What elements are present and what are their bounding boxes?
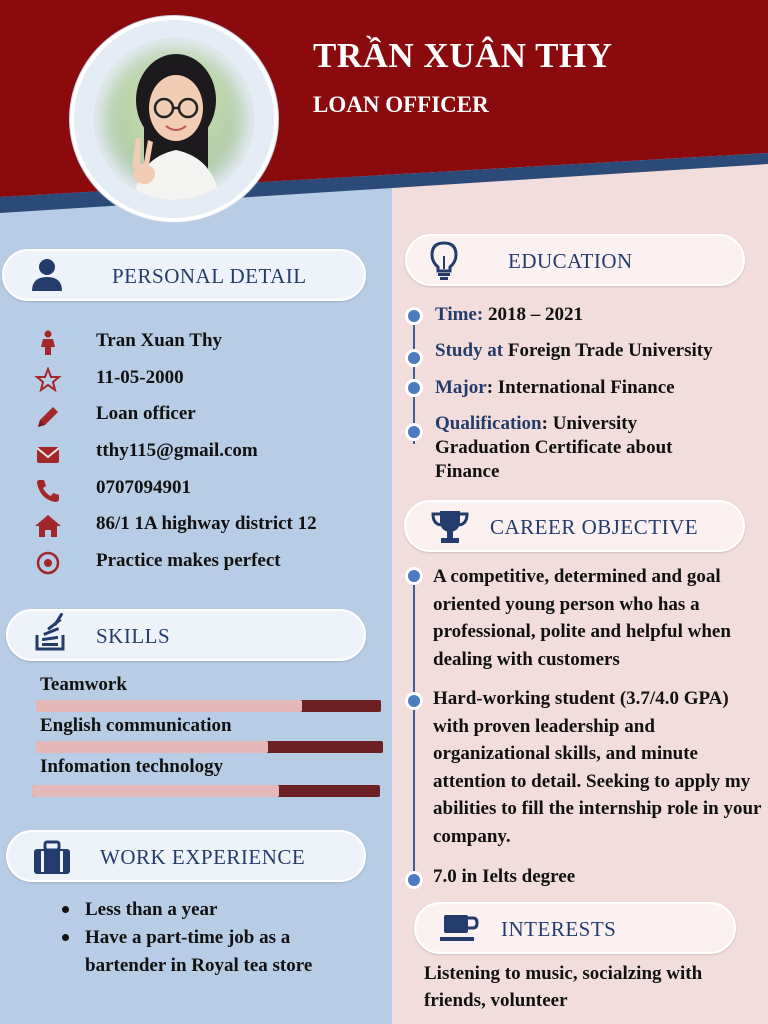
work-experience-heading: WORK EXPERIENCE bbox=[100, 845, 306, 869]
education-heading: EDUCATION bbox=[508, 249, 633, 273]
detail-row-name bbox=[0, 328, 392, 358]
career-objective-heading: CAREER OBJECTIVE bbox=[490, 515, 699, 539]
candidate-name: TRẦN XUÂN THY bbox=[313, 36, 613, 75]
career-objective-item: 7.0 in Ielts degree bbox=[433, 866, 576, 887]
personal-detail-heading: PERSONAL DETAIL bbox=[112, 264, 307, 288]
education-major-key: Major bbox=[435, 377, 487, 398]
career-timeline-dot bbox=[405, 871, 423, 889]
work-experience-header bbox=[6, 830, 366, 882]
pencil-icon bbox=[34, 403, 62, 429]
skills-heading: SKILLS bbox=[96, 624, 171, 648]
education-school-key: Study at bbox=[435, 340, 504, 361]
detail-row-birthday bbox=[0, 365, 392, 395]
detail-row-phone bbox=[0, 475, 392, 505]
work-experience-list bbox=[60, 896, 320, 980]
work-experience-item: Have a part-time job as a bartender in Royal tea store bbox=[60, 924, 320, 980]
education-qualification-sep: : bbox=[541, 413, 553, 434]
education-time-value: 2018 – 2021 bbox=[487, 304, 583, 325]
skill-bar-teamwork bbox=[36, 700, 381, 712]
skill-bar-english bbox=[36, 741, 383, 753]
personal-detail-header bbox=[2, 249, 366, 301]
skill-label-teamwork: Teamwork bbox=[40, 674, 127, 695]
detail-phone: 0707094901 bbox=[96, 477, 191, 498]
education-time-key: Time bbox=[435, 304, 477, 325]
detail-row-email bbox=[0, 438, 392, 468]
phone-icon bbox=[34, 477, 62, 503]
detail-row-address bbox=[0, 511, 392, 541]
education-timeline-dot bbox=[405, 379, 423, 397]
interests-heading: INTERESTS bbox=[501, 917, 617, 941]
detail-row-motto bbox=[0, 548, 392, 578]
stack-icon bbox=[34, 613, 70, 653]
detail-birthday: 11-05-2000 bbox=[96, 367, 184, 388]
education-time bbox=[435, 303, 583, 327]
detail-name: Tran Xuan Thy bbox=[96, 330, 223, 351]
person-icon bbox=[34, 330, 62, 356]
skill-fill-teamwork bbox=[36, 700, 302, 712]
detail-row-occupation bbox=[0, 401, 392, 431]
education-qualification-key: Qualification bbox=[435, 413, 542, 434]
skill-fill-english bbox=[36, 741, 268, 753]
career-objective-item: Hard-working student (3.7/4.0 GPA) with proven leadership and organizational skills, and minute attention to detail. Seeking to apply my abilities to fill the internship role in your company. bbox=[433, 688, 762, 847]
coffee-cup-icon bbox=[440, 912, 480, 946]
career-objective-header bbox=[404, 500, 745, 552]
detail-occupation: Loan officer bbox=[96, 403, 196, 424]
education-major-sep: : bbox=[486, 377, 498, 398]
briefcase-icon bbox=[32, 840, 72, 876]
target-icon bbox=[34, 550, 62, 576]
trophy-icon bbox=[430, 509, 470, 545]
education-header bbox=[405, 234, 745, 286]
user-icon bbox=[30, 257, 64, 293]
education-timeline-dot bbox=[405, 307, 423, 325]
home-icon bbox=[34, 513, 62, 539]
detail-motto: Practice makes perfect bbox=[96, 550, 281, 571]
education-school bbox=[435, 339, 713, 363]
education-qualification-value: University Graduation Certificate about Finance bbox=[435, 413, 673, 482]
profile-photo bbox=[94, 38, 254, 200]
interests-header bbox=[414, 902, 736, 954]
lightbulb-icon bbox=[429, 240, 459, 282]
education-timeline-dot bbox=[405, 423, 423, 441]
education-major-value: International Finance bbox=[497, 377, 675, 398]
envelope-icon bbox=[34, 440, 62, 466]
education-school-value: Foreign Trade University bbox=[507, 340, 713, 361]
education-qualification bbox=[435, 412, 725, 484]
education-major bbox=[435, 376, 675, 400]
detail-email: tthy115@gmail.com bbox=[96, 440, 258, 461]
skill-fill-it bbox=[32, 785, 279, 797]
career-objective-item: A competitive, determined and goal oriented young person who has a professional, polite and helpful when dealing with customers bbox=[433, 566, 731, 670]
skill-label-it: Infomation technology bbox=[40, 756, 224, 777]
skill-bar-it bbox=[32, 785, 380, 797]
career-timeline-dot bbox=[405, 692, 423, 710]
career-timeline-dot bbox=[405, 567, 423, 585]
education-time-sep: : bbox=[476, 304, 488, 325]
detail-address: 86/1 1A highway district 12 bbox=[96, 513, 317, 534]
career-timeline-line bbox=[413, 577, 415, 883]
work-experience-item: Less than a year bbox=[60, 896, 320, 924]
education-timeline-dot bbox=[405, 349, 423, 367]
profile-photo-frame bbox=[70, 16, 278, 222]
star-icon bbox=[34, 367, 62, 393]
candidate-job-title: LOAN OFFICER bbox=[313, 92, 489, 117]
skill-label-english: English communication bbox=[40, 715, 232, 736]
skills-header bbox=[6, 609, 366, 661]
interests-text: Listening to music, socialzing with friends, volunteer bbox=[424, 963, 703, 1011]
